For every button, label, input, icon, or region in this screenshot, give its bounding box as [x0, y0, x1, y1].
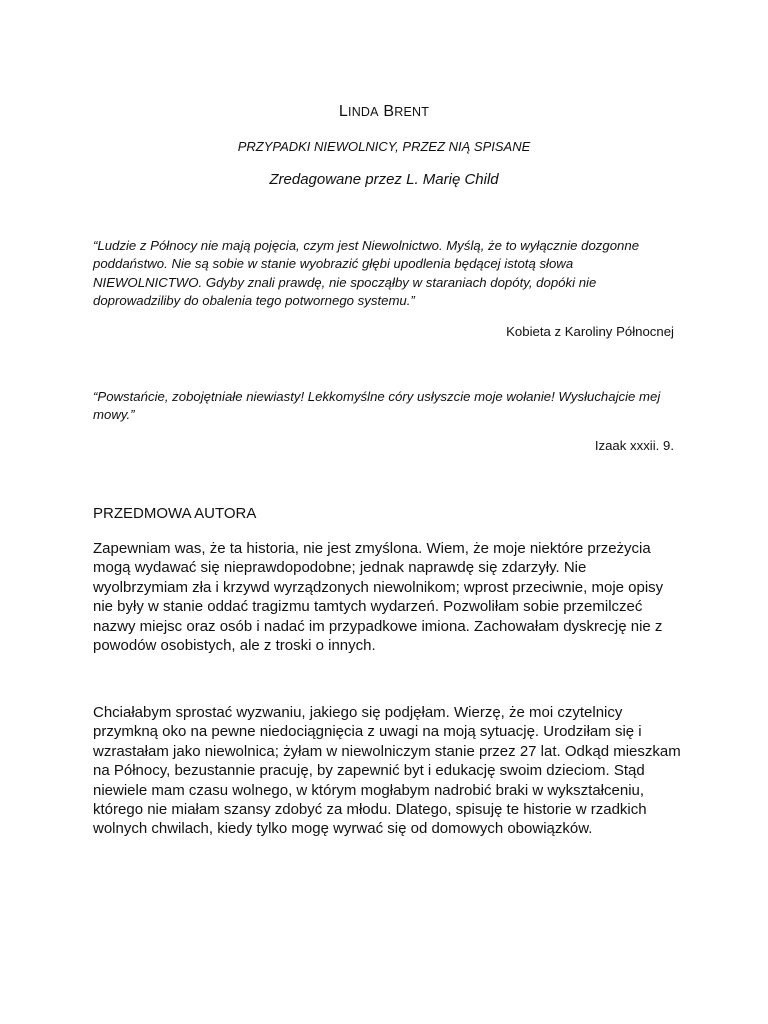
title-last-initial: B: [383, 103, 395, 120]
preface-paragraph-1: Zapewniam was, że ta historia, nie jest zmyślona. Wiem, że moje niektóre przeżycia mogą wydawać się nieprawdopodobne; jednak naprawdę się zdarzyły. Nie wyolbrzymiam zła i krzywd wyrządzonych niewolnikom; wprost przeciwnie, moje opisy nie były w stanie oddać tragizmu tamtych wydarzeń. Pozwoliłam sobie przemilczeć nazwy miejsc oraz osób i nadać im przypadkowe imiona. Zachowałam dyskrecję nie z powodów osobistych, ale z troski o innych.: [93, 540, 664, 655]
preface-paragraph-2: Chciałabym sprostać wyzwaniu, jakiego się podjęłam. Wierzę, że moi czytelnicy przymkną oko na pewne niedociągnięcia z uwagi na moją sytuację. Urodziłam się i wzrastałam jako niewolnica; żyłam w niewolniczym stanie przez 27 lat. Odkąd mieszkam na Północy, bezustannie pracuję, by zapewnić byt i edukację swoim dzieciom. Stąd niewiele mam czasu wolnego, w którym mogłabym nadrobić braki w wykształceniu, którego nie miałam szansy zdobyć za młodu. Dlatego, spisuję te historie w rzadkich wolnych chwilach, kiedy tylko mogę wyrwać się od domowych obowiązków.: [93, 704, 681, 838]
editor-line: Zredagowane przez L. Marię Child: [269, 171, 499, 188]
epigraph-attribution-1: Kobieta z Karoliny Północnej: [506, 324, 674, 339]
epigraph-attribution-2: Izaak xxxii. 9.: [594, 438, 674, 453]
title-first-initial: L: [338, 103, 349, 120]
document-title: [0, 103, 768, 121]
epigraph-quote-1: “Ludzie z Północy nie mają pojęcia, czym jest Niewolnictwo. Myślą, że to wyłącznie dozgonne poddaństwo. Nie są sobie w stanie wyobrazić głębi upodlenia będącej istotą słowa NIEWOLNICTWO. Gdyby znali prawdę, nie spocząłby w staraniach dopóty, dopóki nie doprowadziliby do obalenia tego potwornego systemu.”: [93, 238, 640, 308]
document-subtitle: PRZYPADKI NIEWOLNICY, PRZEZ NIĄ SPISANE: [237, 139, 531, 154]
epigraph-quote-2: “Powstańcie, zobojętniałe niewiasty! Lekkomyślne córy usłyszcie moje wołanie! Wysłuchajcie mej mowy.”: [93, 389, 661, 423]
title-first-rest: INDA: [348, 105, 379, 119]
section-heading: PRZEDMOWA AUTORA: [93, 505, 257, 522]
title-last-rest: RENT: [394, 105, 430, 119]
